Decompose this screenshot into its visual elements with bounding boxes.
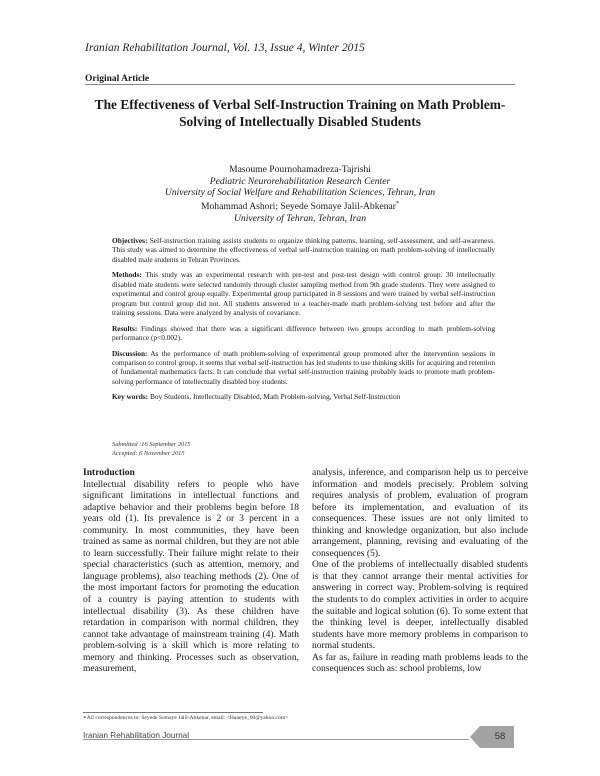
header-rule <box>85 84 515 85</box>
abstract-objectives <box>112 236 495 264</box>
footnote-rule <box>83 712 263 713</box>
article-title: The Effectiveness of Verbal Self-Instruction Training on Math Problem-Solving of Intellectually Disabled Students <box>94 97 506 129</box>
abstract-results <box>112 324 495 343</box>
body-column-left <box>83 467 299 675</box>
affiliation-2: University of Tehran, Tehran, Iran <box>233 212 366 224</box>
methods-label: Methods: <box>112 270 142 280</box>
author-block <box>90 164 510 224</box>
body-column-right <box>312 467 528 675</box>
corresponding-mark: * <box>396 200 400 207</box>
author-names-2-text: Mohammad Ashori; Seyede Somaye Jalil-Abkenar <box>200 200 397 212</box>
author-names-2 <box>90 199 510 213</box>
submitted-date: Submitted :16 September 2015 <box>112 441 191 448</box>
submission-dates <box>112 441 191 458</box>
methods-text: This study was an experimental research with pre-test and post-test design with control group. 30 intellectually disabled male students were selected randomly through cluster sampling method from 9th grade students. They were assigned to experimental and control group equally. Experimental group participated in 8 sessions and were trained by verbal self-instruction program but control group did not. All students answered to a teacher-made math problem-solving test before and after the training sessions. Data were analyzed by analysis of covariance. <box>112 270 495 318</box>
intro-paragraph-4: As far as, failure in reading math problems leads to the consequences such as: school problems, low <box>312 651 528 675</box>
page-number: 58 <box>494 731 506 742</box>
footer-journal-name: Iranian Rehabilitation Journal <box>83 731 190 740</box>
results-label: Results: <box>112 323 138 333</box>
intro-paragraph-1: Intellectual disability refers to people who have significant limitations in intellectual functions and adaptive behavior and their problems begin before 18 years old (1). Its prevalence is 2 or 3 percent in a community. In most communities, they have been trained as same as normal children, but they are not able to learn successfully. Their failure might relate to their special characteristics (such as attention, memory, and language problems), also teaching methods (2). One of the most important factors for promoting the education of a country is paying attention to students with intellectual disability (3). As these children have retardation in comparison with normal children, they cannot take advantage of mainstream training (4). Math problem-solving is a skill which is more relating to memory and thinking. Processes such as observation, measurement, <box>83 478 299 675</box>
accepted-date: Accepted: 6 November 2015 <box>112 449 185 457</box>
abstract <box>112 236 495 408</box>
discussion-label: Discussion: <box>112 348 148 358</box>
keywords-text: Boy Students, Intellectually Disabled, Math Problem-solving, Verbal Self-Instruction <box>148 392 401 402</box>
journal-header: Iranian Rehabilitation Journal, Vol. 13, Issue 4, Winter 2015 <box>85 42 365 54</box>
correspondence-footnote: ∗All correspondences to: Seyede Somaye Jalil-Abkenar, email: <Haneye_00@yahoo.com> <box>83 715 289 721</box>
affiliation-1b: University of Social Welfare and Rehabilitation Sciences, Tehran, Iran <box>164 187 436 199</box>
author-name-1: Masoume Pournohamadreza-Tajrishi <box>229 164 371 175</box>
intro-paragraph-2: analysis, inference, and comparison help us to perceive information and models precisely. Problem solving requires analysis of problem, evaluation of program before its implementation, and evaluation of its consequences. These issues are not only limited to thinking and knowledge organization, but also include arrangement, planning, revising and evaluating of the consequences (5). <box>312 467 528 559</box>
article-type: Original Article <box>85 74 150 84</box>
results-text: Findings showed that there was a significant difference between two groups according to math problem-solving performance (p<0.002). <box>112 323 495 343</box>
discussion-text: As the performance of math problem-solving of experimental group promoted after the intervention sessions in comparison to control group, it seems that verbal self-instruction has led students to use thinking skills for acquiring and retention of fundamental mathematics facts. It can conclude that verbal self-instruction training probably leads to promote math problem-solving performance of intellectually disabled boy students. <box>112 348 495 386</box>
keywords-label: Key words: <box>112 392 149 402</box>
abstract-discussion <box>112 349 495 387</box>
affiliation-1a: Pediatric Neurorehabilitation Research Center <box>209 175 391 187</box>
intro-paragraph-3: One of the problems of intellectually disabled students is that they cannot arrange their mental activities for answering in correct way. Problem-solving is required the students to do complex activities in order to acquire the suitable and logical solution (6). To some extent that the thinking level is deeper, intellectually disabled students have more memory problems in comparison to normal students. <box>312 559 528 652</box>
abstract-keywords <box>112 392 495 401</box>
objectives-text: Self-instruction training assists students to organize thinking patterns, learning, self-assessment, and self-awareness. This study was aimed to determine the effectiveness of verbal self-instruction training on math problem-solving of intellectually disabled male students in Tehran Provinces. <box>112 236 495 264</box>
footer-rule <box>83 739 469 740</box>
introduction-heading: Introduction <box>83 467 135 478</box>
objectives-label: Objectives: <box>112 236 148 245</box>
abstract-methods <box>112 270 495 317</box>
